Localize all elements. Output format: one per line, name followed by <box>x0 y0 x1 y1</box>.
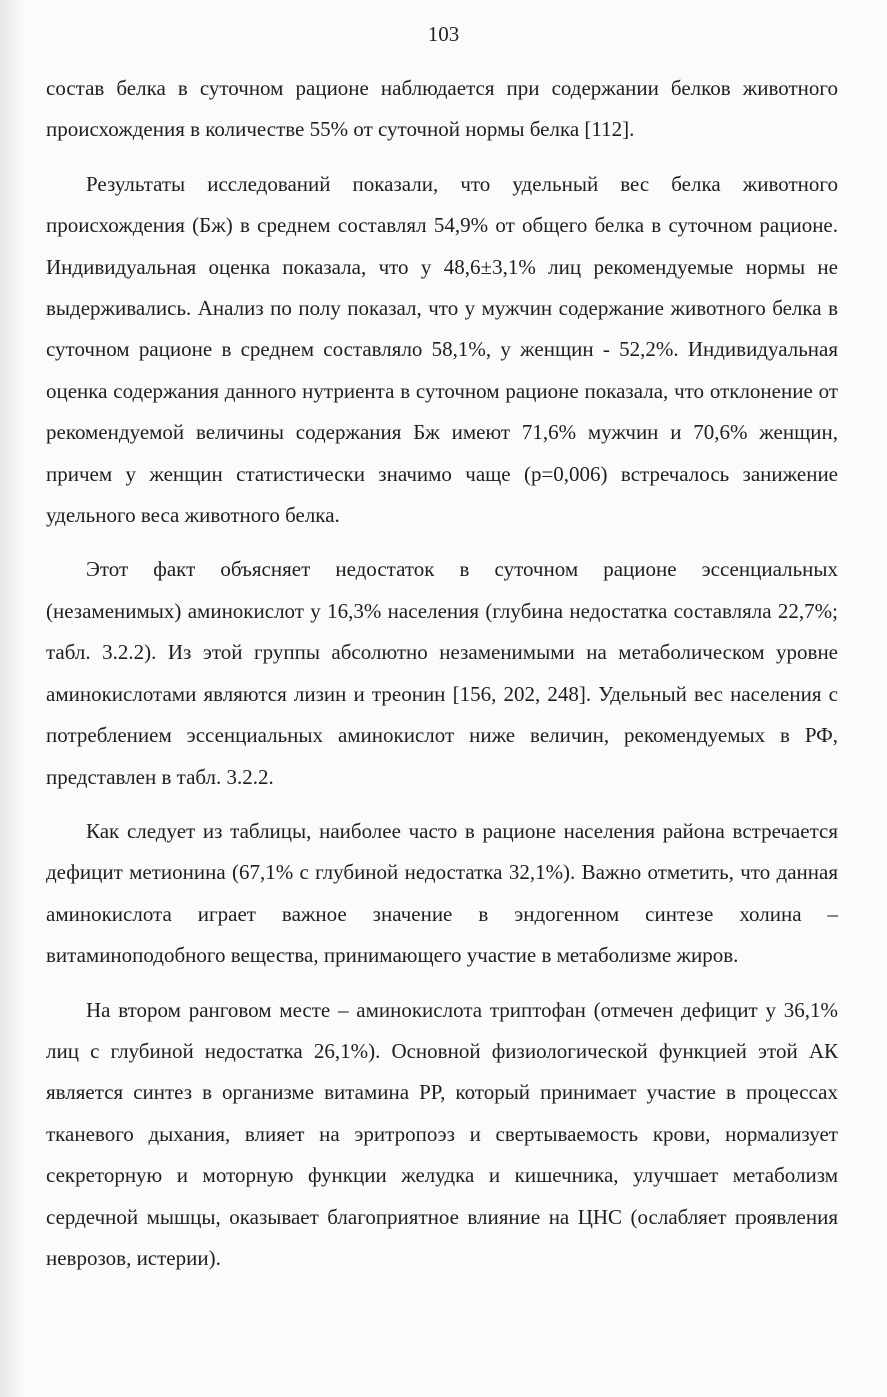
paragraph: Результаты исследований показали, что удельный вес белка животного происхождения (Бж) в среднем составлял 54,9% от общего белка в суточном рационе. Индивидуальная оценка показала, что у 48,6±3,1% лиц рекомендуемые нормы не выдерживались. Анализ по полу показал, что у мужчин содержание животного белка в суточном рационе в среднем составляло 58,1%, у женщин - 52,2%. Индивидуальная оценка содержания данного нутриента в суточном рационе показала, что отклонение от рекомендуемой величины содержания Бж имеют 71,6% мужчин и 70,6% женщин, причем у женщин статистически значимо чаще (р=0,006) встречалось занижение удельного веса животного белка. <box>46 171 838 528</box>
binding-shadow <box>0 0 26 1397</box>
paragraph: На втором ранговом месте – аминокислота триптофан (отмечен дефицит у 36,1% лиц с глубиной недостатка 26,1%). Основной физиологической функцией этой АК является синтез в организме витамина PP, который принимает участие в процессах тканевого дыхания, влияет на эритропоэз и свертываемость крови, нормализует секреторную и моторную функции желудка и кишечника, улучшает метаболизм сердечной мышцы, оказывает благоприятное влияние на ЦНС (ослабляет проявления неврозов, истерии). <box>46 997 838 1270</box>
page-number: 103 <box>427 22 460 46</box>
body-text <box>46 68 838 1292</box>
paragraph: Как следует из таблицы, наиболее часто в рационе населения района встречается дефицит метионина (67,1% с глубиной недостатка 32,1%). Важно отметить, что данная аминокислота играет важное значение в эндогенном синтезе холина – витаминоподобного вещества, принимающего участие в метаболизме жиров. <box>46 818 838 968</box>
paragraph-continuation: состав белка в суточном рационе наблюдается при содержании белков животного происхождения в количестве 55% от суточной нормы белка [112]. <box>46 76 838 142</box>
paragraph: Этот факт объясняет недостаток в суточном рационе эссенциальных (незаменимых) аминокислот у 16,3% населения (глубина недостатка составляла 22,7%; табл. 3.2.2). Из этой группы абсолютно незаменимыми на метаболическом уровне аминокислотами являются лизин и треонин [156, 202, 248]. Удельный вес населения с потреблением эссенциальных аминокислот ниже величин, рекомендуемых в РФ, представлен в табл. 3.2.2. <box>46 557 838 789</box>
